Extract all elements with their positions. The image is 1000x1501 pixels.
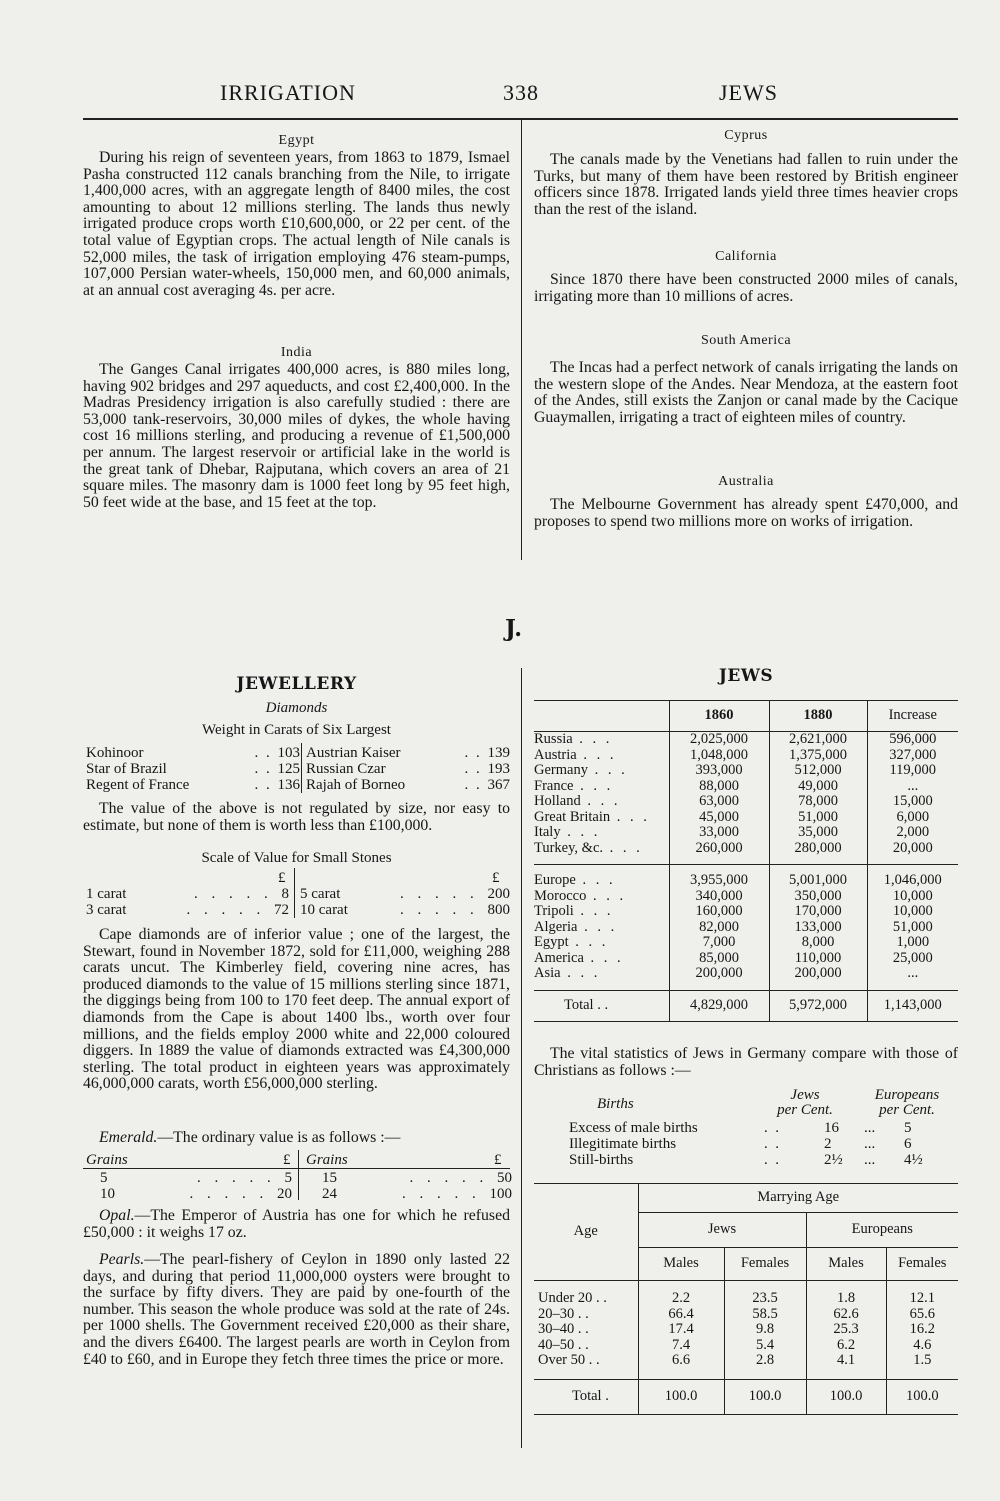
currency-emerald-right: £ bbox=[494, 1152, 502, 1168]
grains-header-left: Grains bbox=[86, 1152, 128, 1168]
births-list bbox=[569, 1120, 949, 1168]
jews-per-cent-header: Jews per Cent. bbox=[777, 1087, 833, 1118]
heading-south-america: South America bbox=[700, 333, 792, 348]
group-europeans: Europeans bbox=[806, 1213, 958, 1248]
diamond-row: Russian Czar . . 193 bbox=[306, 761, 510, 777]
population-row: Austria . . . 1,048,000 1,375,000 327,000 bbox=[534, 748, 958, 764]
jewellery-title: JEWELLERY bbox=[236, 674, 357, 694]
currency-header-left: £ bbox=[278, 870, 286, 886]
diamonds-divider bbox=[301, 743, 302, 793]
births-row: Illegitimate births . . 2 ... 6 bbox=[569, 1136, 912, 1152]
population-row: Egypt . . . 7,000 8,000 1,000 bbox=[534, 935, 958, 951]
population-row: Turkey, &c. . . . 260,000 280,000 20,000 bbox=[534, 841, 958, 865]
marrying-age-row: 30–40 . . 17.4 9.8 25.3 16.2 bbox=[534, 1322, 958, 1338]
currency-header-right: £ bbox=[492, 870, 500, 886]
emerald-left-list bbox=[100, 1170, 292, 1202]
cape-text: Cape diamonds are of inferior value ; one of the largest, the Stewart, found in November 1872, sold for £11,000, weighing 288 carats uncut. The Kimberley field, covering nine acres, has produced diamonds to the value of 15 millions sterling since 1871, the diggings being from 100 to 170 feet deep. The annual export of diamonds from the Cape is about 1400 lbs., worth over four millions, and the fields employ 2000 white and 22,000 coloured diggers. In 1889 the value of diamonds extracted was £4,300,000 sterling. The total product in eighteen years was approximately 46,000,000 carats, worth £56,000,000 sterling. bbox=[83, 926, 510, 1093]
age-header: Age bbox=[534, 1184, 638, 1281]
marrying-age-caption: Marrying Age bbox=[638, 1184, 958, 1213]
diamond-row: Regent of France . . 136 bbox=[86, 777, 300, 793]
column-divider-top bbox=[521, 120, 522, 560]
eur-males-header: Males bbox=[806, 1248, 886, 1281]
column-divider-bottom bbox=[521, 668, 522, 1448]
population-row: Tripoli . . . 160,000 170,000 10,000 bbox=[534, 904, 958, 920]
marrying-age-table bbox=[534, 1183, 958, 1415]
col-1860: 1860 bbox=[669, 701, 769, 732]
marrying-age-row: Under 20 . . 2.2 23.5 1.8 12.1 bbox=[534, 1281, 958, 1307]
heading-australia: Australia bbox=[718, 474, 774, 489]
population-row: France . . . 88,000 49,000 ... bbox=[534, 779, 958, 795]
emerald-row: 10 . . . . . 20 bbox=[100, 1186, 292, 1202]
population-row: Europe . . . 3,955,000 5,001,000 1,046,000 bbox=[534, 865, 958, 889]
europeans-per-cent-header: Europeans per Cent. bbox=[874, 1087, 940, 1118]
col-increase: Increase bbox=[867, 701, 958, 732]
diamond-row: Star of Brazil . . 125 bbox=[86, 761, 300, 777]
diamond-row: Kohinoor . . 103 bbox=[86, 745, 300, 761]
value-note: The value of the above is not regulated by size, nor easy to estimate, but none of them is worth less than £100,000. bbox=[83, 800, 510, 834]
emerald-row: 15 . . . . . 50 bbox=[322, 1170, 512, 1186]
heading-egypt: Egypt bbox=[278, 133, 315, 148]
jews-title: JEWS bbox=[718, 666, 774, 686]
population-row: Morocco . . . 340,000 350,000 10,000 bbox=[534, 889, 958, 905]
scale-left-list bbox=[86, 886, 289, 918]
population-row: Russia . . . 2,025,000 2,621,000 596,000 bbox=[534, 732, 958, 748]
population-row: America . . . 85,000 110,000 25,000 bbox=[534, 951, 958, 967]
population-row: Algeria . . . 82,000 133,000 51,000 bbox=[534, 920, 958, 936]
marrying-total-row: Total . 100.0 100.0 100.0 100.0 bbox=[534, 1379, 958, 1414]
heading-california: California bbox=[715, 249, 777, 264]
emerald-text: Emerald.—The ordinary value is as follows :— bbox=[99, 1129, 401, 1146]
jews-males-header: Males bbox=[638, 1248, 724, 1281]
scale-right-list bbox=[300, 886, 510, 918]
col-1880: 1880 bbox=[769, 701, 867, 732]
diamonds-left-list bbox=[86, 745, 300, 793]
emerald-row: 5 . . . . . 5 bbox=[100, 1170, 292, 1186]
jews-females-header: Females bbox=[724, 1248, 806, 1281]
country-header bbox=[534, 701, 669, 732]
heading-india: India bbox=[280, 345, 313, 360]
emerald-divider bbox=[298, 1150, 299, 1200]
scale-row: 10 carat . . . . . 800 bbox=[300, 902, 510, 918]
diamond-row: Rajah of Borneo . . 367 bbox=[306, 777, 510, 793]
grains-header-right: Grains bbox=[306, 1152, 348, 1168]
section-letter: J. bbox=[505, 615, 523, 642]
egypt-text: During his reign of seventeen years, from 1863 to 1879, Ismael Pasha constructed 112 canals branching from the Nile, to irrigate 1,400,000 acres, with an aggregate length of 8400 miles, the cost amounting to about 12 millions sterling. The lands thus newly irrigated produce crops worth £10,600,000, or 22 per cent. of the total value of Egyptian crops. The actual length of Nile canals is 52,000 miles, the task of irrigation employing 476 steam-pumps, 107,000 Persian water-wheels, 150,000 men, and 60,000 animals, at an annual cost averaging 4s. per acre. bbox=[83, 149, 510, 299]
total-row: Total . . 4,829,000 5,972,000 1,143,000 bbox=[534, 990, 958, 1021]
jews-population-table bbox=[534, 700, 958, 1022]
diamonds-subtitle: Diamonds bbox=[265, 700, 328, 716]
marrying-age-row: 40–50 . . 7.4 5.4 6.2 4.6 bbox=[534, 1338, 958, 1354]
emerald-right-list bbox=[322, 1170, 512, 1202]
eur-females-header: Females bbox=[886, 1248, 958, 1281]
population-row: Italy . . . 33,000 35,000 2,000 bbox=[534, 825, 958, 841]
population-row: Great Britain . . . 45,000 51,000 6,000 bbox=[534, 810, 958, 826]
scale-row: 5 carat . . . . . 200 bbox=[300, 886, 510, 902]
diamonds-right-list bbox=[306, 745, 510, 793]
south-america-text: The Incas had a perfect network of canals irrigating the lands on the western slope of the Andes. Near Mendoza, at the eastern foot of the Andes, still exists the Zanjon or canal made by the Cacique Guaymallen, irrigating a tract of eighteen miles of country. bbox=[534, 359, 958, 426]
pearls-text: Pearls.—The pearl-fishery of Ceylon in 1890 only lasted 22 days, and during that period 11,000,000 oysters were brought to the surface by fifty divers. They are paid by one-fourth of the number. This season the whole produce was sold at the rate of 24s. per 1000 shells. The Government received £20,000 as their share, and the divers £6400. The largest pearls are worth in Ceylon from £40 to £60, and in Europe they fetch three times the price or more. bbox=[83, 1251, 510, 1368]
scale-caption: Scale of Value for Small Stones bbox=[201, 850, 392, 866]
australia-text: The Melbourne Government has already spent £470,000, and proposes to spend two millions more on works of irrigation. bbox=[534, 496, 958, 530]
births-label: Births bbox=[597, 1096, 634, 1112]
population-row: Asia . . . 200,000 200,000 ... bbox=[534, 966, 958, 990]
scale-row: 3 carat . . . . . 72 bbox=[86, 902, 289, 918]
running-head-right: JEWS bbox=[719, 80, 778, 105]
california-text: Since 1870 there have been constructed 2000 miles of canals, irrigating more than 10 millions of acres. bbox=[534, 271, 958, 305]
vital-stats-text: The vital statistics of Jews in Germany compare with those of Christians as follows :— bbox=[534, 1045, 958, 1079]
page-number: 338 bbox=[503, 80, 539, 105]
cyprus-text: The canals made by the Venetians had fallen to ruin under the Turks, but many of them have been restored by British engineer officers since 1878. Irrigated lands yield three times heavier crops than the rest of the island. bbox=[534, 151, 958, 218]
heading-cyprus: Cyprus bbox=[724, 128, 768, 143]
opal-text: Opal.—The Emperor of Austria has one for which he refused £50,000 : it weighs 17 oz. bbox=[83, 1207, 510, 1241]
population-row: Holland . . . 63,000 78,000 15,000 bbox=[534, 794, 958, 810]
marrying-age-row: 20–30 . . 66.4 58.5 62.6 65.6 bbox=[534, 1307, 958, 1323]
births-row: Excess of male births . . 16 ... 5 bbox=[569, 1120, 912, 1136]
group-jews: Jews bbox=[638, 1213, 806, 1248]
scale-row: 1 carat . . . . . 8 bbox=[86, 886, 289, 902]
weight-caption: Weight in Carats of Six Largest bbox=[202, 722, 391, 738]
marrying-age-row: Over 50 . . 6.6 2.8 4.1 1.5 bbox=[534, 1353, 958, 1379]
diamond-row: Austrian Kaiser . . 139 bbox=[306, 745, 510, 761]
india-text: The Ganges Canal irrigates 400,000 acres, is 880 miles long, having 902 bridges and 297 aqueducts, and cost £2,400,000. In the Madras Presidency irrigation is also carefully studied : there are 53,000 tank-reservoirs, 30,000 miles of dykes, the whole having cost 16 millions sterling, and producing a revenue of £1,500,000 per annum. The largest reservoir or artificial lake in the world is the great tank of Dhebar, Rajputana, which covers an area of 21 square miles. The masonry dam is 1000 feet long by 95 feet high, 50 feet wide at the base, and 15 feet at the top. bbox=[83, 361, 510, 511]
scale-divider bbox=[294, 868, 295, 918]
births-row: Still-births . . 2½ ... 4½ bbox=[569, 1152, 923, 1168]
currency-emerald-left: £ bbox=[283, 1152, 291, 1168]
running-head-left: IRRIGATION bbox=[220, 80, 356, 105]
population-row: Germany . . . 393,000 512,000 119,000 bbox=[534, 763, 958, 779]
emerald-row: 24 . . . . . 100 bbox=[322, 1186, 512, 1202]
emerald-rule bbox=[83, 1168, 510, 1169]
